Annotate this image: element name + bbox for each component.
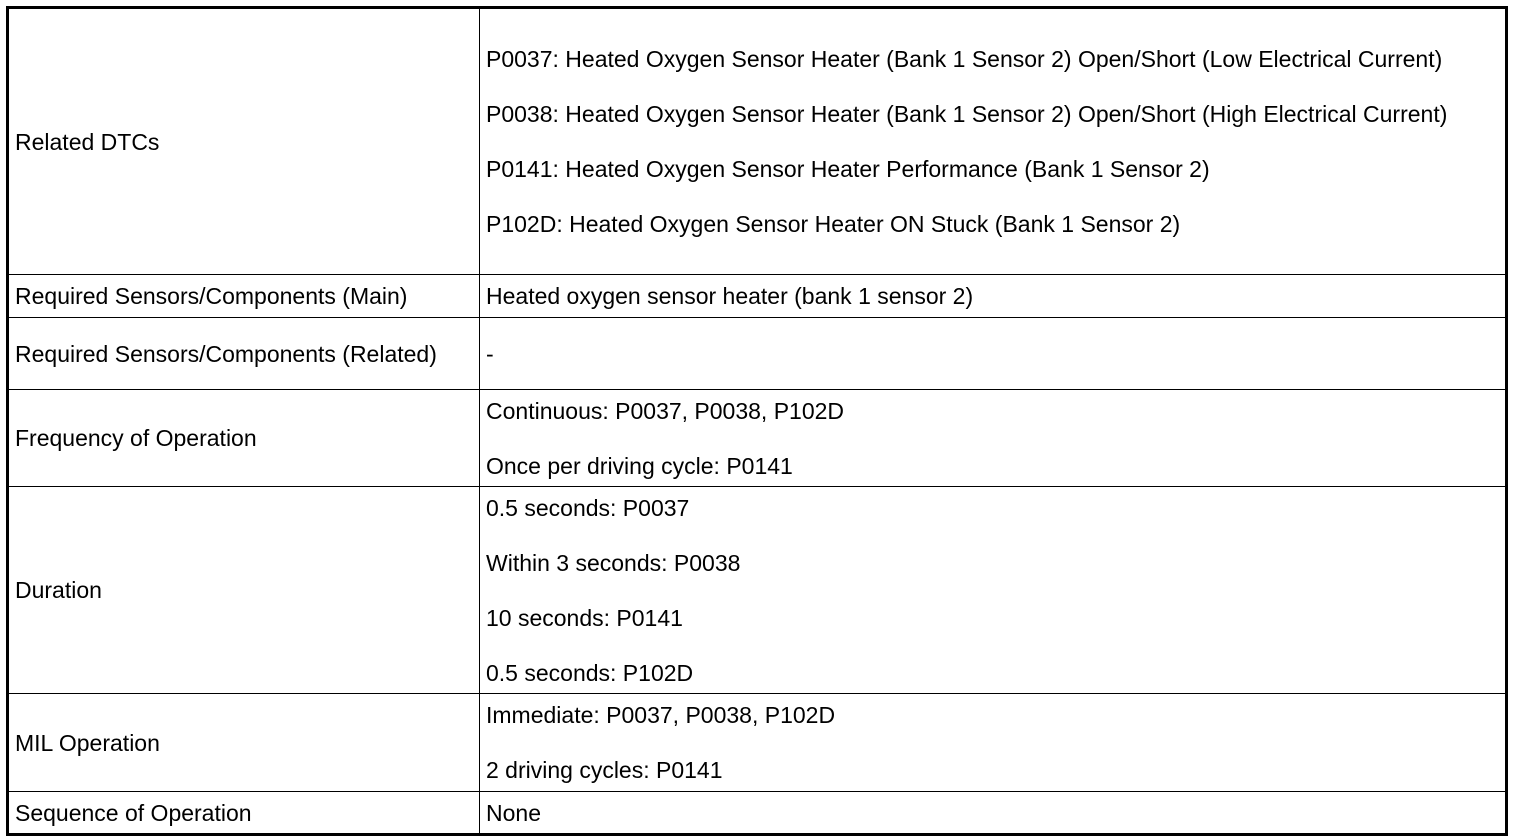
table-row-sequence xyxy=(8,792,1507,835)
row-value-cell xyxy=(480,8,1507,275)
table-row-required-main xyxy=(8,275,1507,318)
row-value-line: 2 driving cycles: P0141 xyxy=(486,757,723,783)
row-value-line: 10 seconds: P0141 xyxy=(486,604,683,631)
row-value-cell xyxy=(480,390,1507,487)
row-value-cell xyxy=(480,487,1507,694)
row-label: Required Sensors/Components (Main) xyxy=(8,275,480,318)
row-label: MIL Operation xyxy=(8,694,480,792)
row-value-line: 0.5 seconds: P0037 xyxy=(486,494,690,521)
row-value-line: Once per driving cycle: P0141 xyxy=(486,452,793,479)
row-label: Duration xyxy=(8,487,480,694)
row-value-line: P0038: Heated Oxygen Sensor Heater (Bank 1 Sensor 2) Open/Short (High Electrical Current) xyxy=(486,101,1448,127)
row-label: Sequence of Operation xyxy=(8,792,480,835)
row-value-line: P102D: Heated Oxygen Sensor Heater ON Stuck (Bank 1 Sensor 2) xyxy=(486,211,1181,237)
row-value-cell xyxy=(480,275,1507,318)
row-label: Related DTCs xyxy=(8,8,480,275)
dtc-spec-table-body xyxy=(8,8,1507,835)
table-row-duration xyxy=(8,487,1507,694)
table-row-related-dtcs xyxy=(8,8,1507,275)
row-value-cell xyxy=(480,792,1507,835)
row-value-line: 0.5 seconds: P102D xyxy=(486,659,694,686)
row-value-cell xyxy=(480,694,1507,792)
row-value-line: P0037: Heated Oxygen Sensor Heater (Bank 1 Sensor 2) Open/Short (Low Electrical Current) xyxy=(486,46,1443,72)
row-value-line: - xyxy=(486,340,494,367)
row-value-cell xyxy=(480,318,1507,390)
table-row-required-related xyxy=(8,318,1507,390)
row-value-line: None xyxy=(486,799,541,826)
row-label: Required Sensors/Components (Related) xyxy=(8,318,480,390)
dtc-spec-table xyxy=(6,6,1508,836)
table-row-frequency xyxy=(8,390,1507,487)
row-value-line: Immediate: P0037, P0038, P102D xyxy=(486,702,836,728)
row-label: Frequency of Operation xyxy=(8,390,480,487)
table-row-mil-operation xyxy=(8,694,1507,792)
row-value-line: Heated oxygen sensor heater (bank 1 sensor 2) xyxy=(486,283,974,309)
row-value-line: P0141: Heated Oxygen Sensor Heater Performance (Bank 1 Sensor 2) xyxy=(486,156,1210,182)
row-value-line: Within 3 seconds: P0038 xyxy=(486,549,741,576)
row-value-line: Continuous: P0037, P0038, P102D xyxy=(486,397,845,424)
